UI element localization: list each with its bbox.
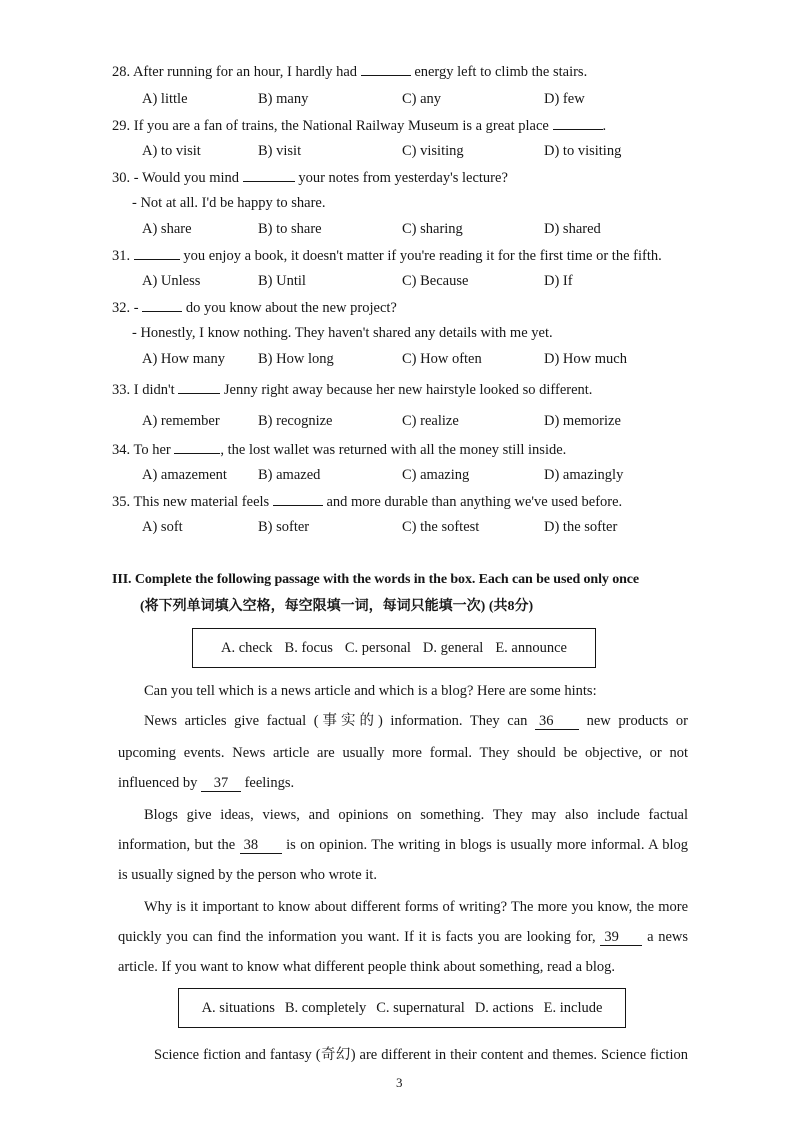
question-text-post: do you know about the new project? xyxy=(185,300,397,316)
passage-line xyxy=(118,836,688,854)
question-30 xyxy=(112,168,508,187)
passage-line xyxy=(144,712,688,730)
option-d: D) amazingly xyxy=(544,467,624,483)
option-c: C) amazing xyxy=(402,467,470,483)
passage-text: new products or xyxy=(586,713,688,729)
option-b: B) visit xyxy=(258,143,302,159)
question-text-post: Jenny right away because her new hairstyle looked so different. xyxy=(223,382,593,398)
passage-text: is on opinion. The writing in blogs is usually more informal. A blog xyxy=(286,837,689,853)
blank-36: 36 xyxy=(535,713,579,730)
word-box-1 xyxy=(192,628,596,668)
answer-blank xyxy=(178,380,220,394)
question-33 xyxy=(112,380,592,399)
word-option: E. include xyxy=(543,999,603,1016)
question-number: 29. xyxy=(112,118,131,134)
option-c: C) visiting xyxy=(402,143,464,159)
question-text-pre: I didn't xyxy=(133,382,175,398)
question-32 xyxy=(112,298,397,317)
option-a: A) share xyxy=(142,221,192,237)
word-option: D. general xyxy=(422,639,484,656)
question-text-post: your notes from yesterday's lecture? xyxy=(298,170,508,186)
answer-blank xyxy=(361,62,411,76)
question-text-post: you enjoy a book, it doesn't matter if you're reading it for the first time or the fifth. xyxy=(183,248,662,264)
option-a: A) remember xyxy=(142,413,220,429)
word-box-2 xyxy=(178,988,626,1028)
option-d: D) to visiting xyxy=(544,143,622,159)
word-option: C. personal xyxy=(344,639,411,656)
option-a: A) Unless xyxy=(142,273,201,289)
word-option: A. situations xyxy=(201,999,275,1016)
question-text-post: . xyxy=(602,118,607,134)
question-31 xyxy=(112,246,662,265)
option-c: C) Because xyxy=(402,273,469,289)
option-d: D) the softer xyxy=(544,519,618,535)
question-text-pre: If you are a fan of trains, the National Railway Museum is a great place xyxy=(133,118,549,134)
option-b: B) to share xyxy=(258,221,322,237)
passage-line: Why is it important to know about different forms of writing? The more you know, the more xyxy=(144,899,688,915)
question-number: 34. xyxy=(112,442,131,458)
question-number: 28. xyxy=(112,64,131,80)
section-heading: III. Complete the following passage with the words in the box. Each can be used only once xyxy=(112,572,640,587)
passage-text: information, but the xyxy=(118,837,236,853)
option-c: C) How often xyxy=(402,351,482,367)
blank-37: 37 xyxy=(201,775,241,792)
answer-blank xyxy=(142,298,182,312)
option-c: C) realize xyxy=(402,413,459,429)
passage-text: a news xyxy=(647,929,689,945)
option-a: A) to visit xyxy=(142,143,201,159)
option-c: C) sharing xyxy=(402,221,463,237)
question-text-post: energy left to climb the stairs. xyxy=(414,64,588,80)
option-d: D) shared xyxy=(544,221,601,237)
option-b: B) recognize xyxy=(258,413,333,429)
question-text-pre: After running for an hour, I hardly had xyxy=(132,64,358,80)
blank-39: 39 xyxy=(600,929,642,946)
option-d: D) How much xyxy=(544,351,627,367)
answer-blank xyxy=(273,492,323,506)
word-option: B. completely xyxy=(284,999,367,1016)
option-c: C) any xyxy=(402,91,442,107)
answer-blank xyxy=(134,246,180,260)
passage-line: is usually signed by the person who wrote it. xyxy=(118,867,377,883)
passage-text: quickly you can find the information you want. If it is facts you are looking for, xyxy=(118,929,596,945)
option-d: D) If xyxy=(544,273,573,289)
answer-blank xyxy=(243,168,295,182)
question-number: 31. xyxy=(112,248,131,264)
word-option: E. announce xyxy=(495,639,567,656)
option-b: B) How long xyxy=(258,351,334,367)
question-text-post: , the lost wallet was returned with all the money still inside. xyxy=(220,442,567,458)
question-number: 32. xyxy=(112,300,131,316)
section-subheading: (将下列单词填入空格，每空限填一词，每词只能填一次) (共8分) xyxy=(140,599,534,614)
question-reply: - Not at all. I'd be happy to share. xyxy=(132,195,326,211)
question-text-pre: - Would you mind xyxy=(133,170,240,186)
option-a: A) soft xyxy=(142,519,183,535)
question-reply: - Honestly, I know nothing. They haven't shared any details with me yet. xyxy=(132,325,553,341)
passage-line: Blogs give ideas, views, and opinions on something. They may also include factual xyxy=(144,807,688,823)
option-b: B) amazed xyxy=(258,467,321,483)
passage-text: influenced by xyxy=(118,775,198,791)
passage-line: Science fiction and fantasy (奇幻) are different in their content and themes. Science fiction xyxy=(154,1047,688,1063)
word-option: C. supernatural xyxy=(376,999,465,1016)
option-a: A) How many xyxy=(142,351,225,367)
passage-line: article. If you want to know what different people think about something, read a blog. xyxy=(118,959,616,975)
answer-blank xyxy=(553,116,603,130)
option-d: D) memorize xyxy=(544,413,621,429)
question-text-pre: - xyxy=(133,300,139,316)
question-number: 33. xyxy=(112,382,131,398)
question-35 xyxy=(112,492,622,511)
option-b: B) Until xyxy=(258,273,306,289)
option-d: D) few xyxy=(544,91,585,107)
answer-blank xyxy=(174,440,220,454)
question-text-pre: This new material feels xyxy=(133,494,270,510)
passage-intro: Can you tell which is a news article and which is a blog? Here are some hints: xyxy=(144,683,597,699)
option-c: C) the softest xyxy=(402,519,480,535)
option-a: A) little xyxy=(142,91,188,107)
question-29 xyxy=(112,116,606,135)
option-a: A) amazement xyxy=(142,467,227,483)
word-option: B. focus xyxy=(284,639,333,656)
passage-line xyxy=(118,928,688,946)
question-text-pre: To her xyxy=(133,442,171,458)
passage-line xyxy=(118,774,294,792)
question-text-post: and more durable than anything we've used before. xyxy=(326,494,623,510)
word-option: D. actions xyxy=(474,999,534,1016)
passage-line: upcoming events. News article are usually more formal. They should be objective, or not xyxy=(118,745,688,761)
question-number: 30. xyxy=(112,170,131,186)
question-34 xyxy=(112,440,566,459)
page-number: 3 xyxy=(396,1075,403,1090)
passage-text: feelings. xyxy=(244,775,295,791)
option-b: B) softer xyxy=(258,519,310,535)
blank-38: 38 xyxy=(240,837,282,854)
passage-text: News articles give factual (事实的) information. They can xyxy=(144,713,528,729)
question-28 xyxy=(112,62,587,81)
option-b: B) many xyxy=(258,91,309,107)
question-number: 35. xyxy=(112,494,131,510)
word-option: A. check xyxy=(221,639,273,656)
